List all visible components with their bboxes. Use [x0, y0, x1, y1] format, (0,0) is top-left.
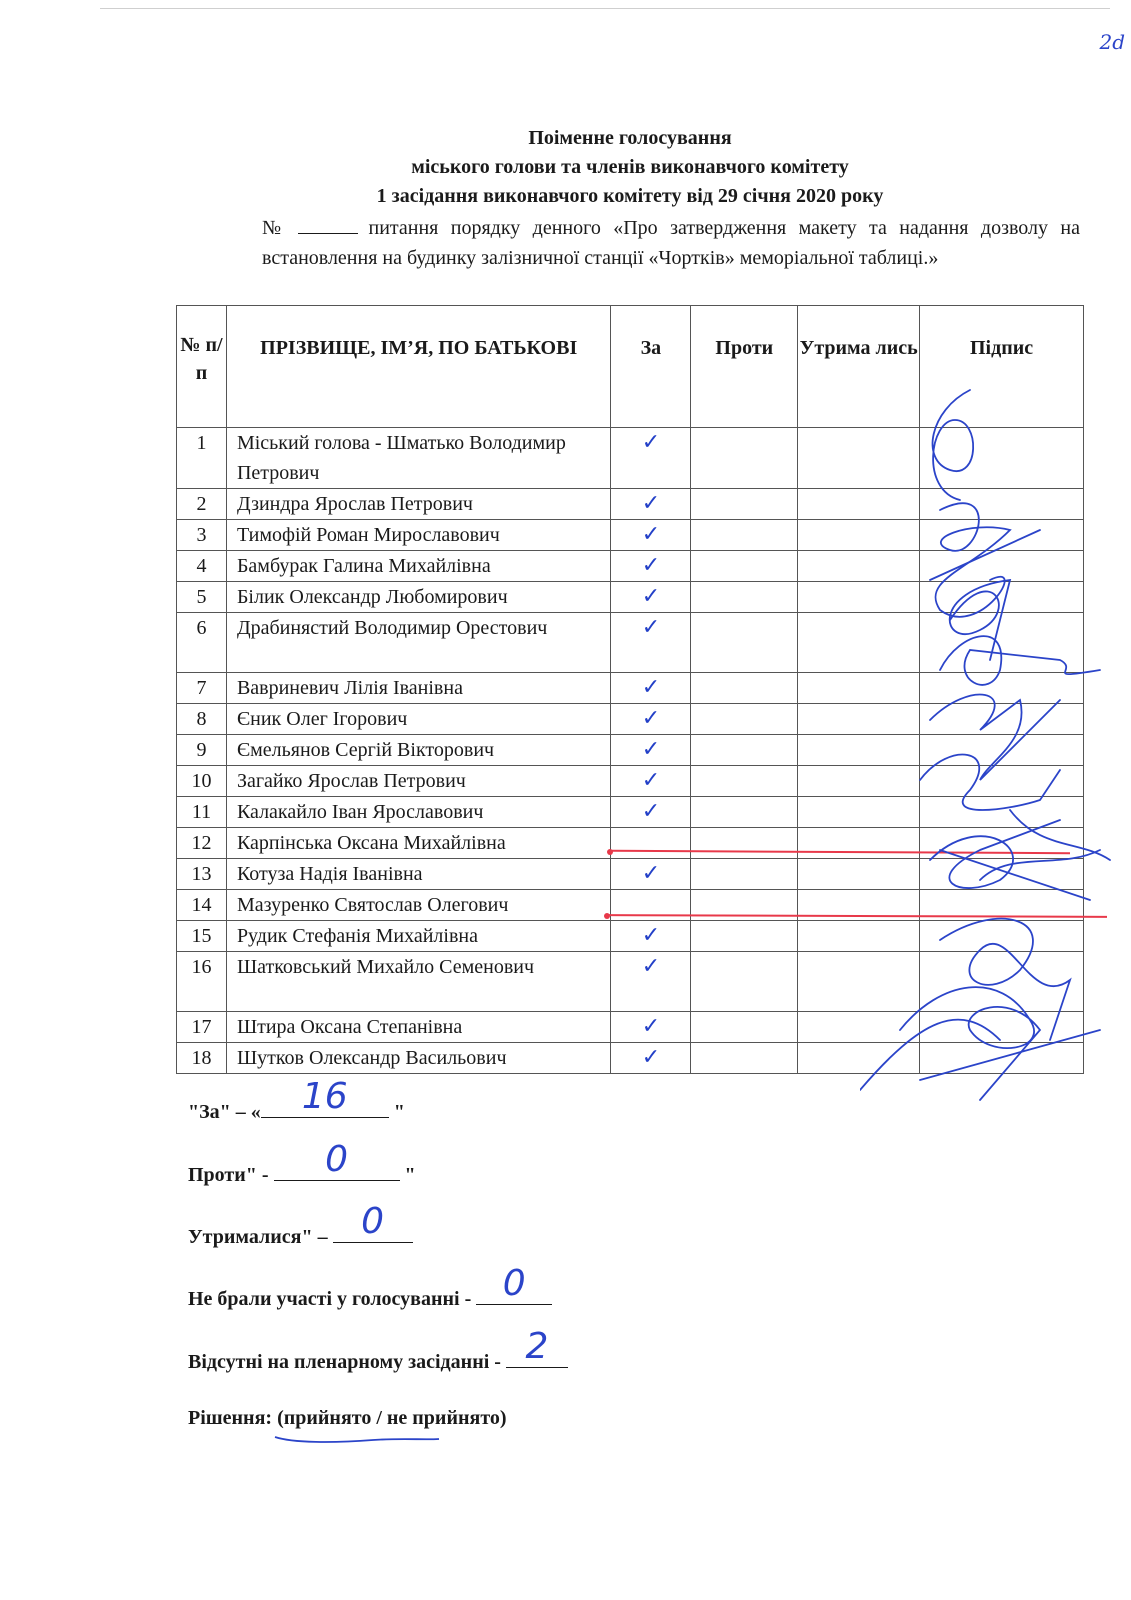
member-name: Штира Оксана Степанівна	[226, 1012, 611, 1043]
result-not-voting-line	[188, 1263, 552, 1311]
vote-against-cell	[691, 520, 798, 551]
result-abstained-field	[333, 1201, 413, 1243]
member-name: Рудик Стефанія Михайлівна	[226, 921, 611, 952]
decision-handwritten-underline	[273, 1431, 443, 1445]
agenda-number-blank	[298, 217, 358, 234]
vote-against-cell	[691, 797, 798, 828]
vote-against-cell	[691, 766, 798, 797]
vote-for-mark: ✓	[611, 735, 691, 766]
decision-value: (прийнято / не прийнято)	[277, 1407, 507, 1429]
agenda-number-sign: №	[262, 217, 289, 239]
header-abstained: Утрима лись	[798, 306, 920, 428]
row-number: 7	[177, 673, 227, 704]
vote-for-mark: ✓	[611, 551, 691, 582]
header-for: За	[611, 306, 691, 428]
row-number: 18	[177, 1043, 227, 1074]
row-number: 13	[177, 859, 227, 890]
member-name: Єник Олег Ігорович	[226, 704, 611, 735]
decision-options	[277, 1407, 506, 1430]
vote-for-mark: ✓	[611, 613, 691, 673]
vote-for-mark: ✓	[611, 859, 691, 890]
vote-against-cell	[691, 735, 798, 766]
result-against-line	[188, 1139, 416, 1187]
signature-scribble	[940, 919, 1070, 1040]
member-name: Карпінська Оксана Михайлівна	[226, 828, 611, 859]
row-number: 8	[177, 704, 227, 735]
member-name: Котуза Надія Іванівна	[226, 859, 611, 890]
result-abstained-value: 0	[361, 1201, 385, 1242]
vote-for-mark: ✓	[611, 797, 691, 828]
member-name: Шутков Олександр Васильович	[226, 1043, 611, 1074]
member-name: Шатковський Михайло Семенович	[226, 952, 611, 1012]
result-for-field	[261, 1076, 389, 1118]
row-number: 4	[177, 551, 227, 582]
row-number: 17	[177, 1012, 227, 1043]
vote-against-cell	[691, 428, 798, 489]
result-not-voting-field	[476, 1263, 552, 1305]
signature-scribble	[933, 390, 974, 500]
result-against-value: 0	[325, 1139, 348, 1180]
scan-top-edge	[100, 8, 1110, 9]
row-number: 12	[177, 828, 227, 859]
vote-for-mark: ✓	[611, 673, 691, 704]
vote-for-mark: ✓	[611, 1012, 691, 1043]
row-number: 6	[177, 613, 227, 673]
decision-line	[188, 1407, 507, 1430]
result-abstained-line	[188, 1201, 413, 1249]
title-line-3: 1 засідання виконавчого комітету від 29 січня 2020 року	[376, 185, 884, 207]
vote-against-cell	[691, 673, 798, 704]
signature-scribble	[930, 695, 1060, 780]
vote-for-mark: ✓	[611, 582, 691, 613]
vote-for-mark: ✓	[611, 428, 691, 489]
document-title	[170, 124, 1090, 211]
result-absent-label: Відсутні на пленарному засіданні -	[188, 1351, 506, 1373]
header-name: ПРІЗВИЩЕ, ІМ’Я, ПО БАТЬКОВІ	[226, 306, 611, 428]
row-number: 14	[177, 890, 227, 921]
vote-against-cell	[691, 828, 798, 859]
row-number: 2	[177, 489, 227, 520]
agenda-item	[262, 213, 1080, 273]
signature-scribble	[860, 1020, 1100, 1090]
handwritten-signatures	[860, 380, 1120, 1120]
row-number: 9	[177, 735, 227, 766]
vote-for-mark: ✓	[611, 952, 691, 1012]
member-name: Мазуренко Святослав Олегович	[226, 890, 611, 921]
member-name: Ємельянов Сергій Вікторович	[226, 735, 611, 766]
signature-scribble	[920, 755, 1060, 810]
result-against-field	[274, 1139, 400, 1181]
agenda-text: питання порядку денного «Про затвердження макету та надання дозволу на встановлення на будинку залізничної станції «Чортків» меморіальної таблиці.»	[262, 217, 1080, 269]
vote-for-mark	[611, 828, 691, 859]
result-not-voting-label: Не брали участі у голосуванні -	[188, 1288, 477, 1310]
result-for-label: "За" – «	[188, 1101, 261, 1123]
result-abstained-label: Утрималися" –	[188, 1226, 333, 1248]
title-line-1: Поіменне голосування	[528, 127, 732, 149]
result-for-value: 16	[301, 1076, 348, 1117]
vote-against-cell	[691, 704, 798, 735]
row-number: 5	[177, 582, 227, 613]
member-name: Тимофій Роман Мирославович	[226, 520, 611, 551]
member-name: Бамбурак Галина Михайлівна	[226, 551, 611, 582]
signature-scribble	[900, 987, 1040, 1100]
vote-against-cell	[691, 952, 798, 1012]
vote-for-mark: ✓	[611, 921, 691, 952]
vote-for-mark: ✓	[611, 704, 691, 735]
member-name: Вавриневич Лілія Іванівна	[226, 673, 611, 704]
result-for-line	[188, 1076, 405, 1124]
vote-against-cell	[691, 921, 798, 952]
vote-against-cell	[691, 551, 798, 582]
result-against-label: Проти" -	[188, 1164, 274, 1186]
member-name: Дзиндра Ярослав Петрович	[226, 489, 611, 520]
header-signature: Підпис	[920, 306, 1084, 428]
member-name: Драбинястий Володимир Орестович	[226, 613, 611, 673]
vote-against-cell	[691, 582, 798, 613]
result-absent-value: 2	[525, 1326, 549, 1367]
vote-against-cell	[691, 1012, 798, 1043]
vote-for-mark: ✓	[611, 489, 691, 520]
result-absent-field	[506, 1326, 568, 1368]
member-name: Загайко Ярослав Петрович	[226, 766, 611, 797]
result-against-closing: "	[399, 1164, 416, 1186]
vote-for-mark: ✓	[611, 1043, 691, 1074]
vote-against-cell	[691, 859, 798, 890]
result-not-voting-value: 0	[502, 1263, 526, 1304]
vote-against-cell	[691, 1043, 798, 1074]
row-number: 3	[177, 520, 227, 551]
member-name: Білик Олександр Любомирович	[226, 582, 611, 613]
result-for-closing: "	[388, 1101, 405, 1123]
result-absent-line	[188, 1326, 568, 1374]
vote-against-cell	[691, 613, 798, 673]
row-number: 11	[177, 797, 227, 828]
row-number: 10	[177, 766, 227, 797]
header-against: Проти	[691, 306, 798, 428]
vote-for-mark: ✓	[611, 766, 691, 797]
title-line-2: міського голови та членів виконавчого комітету	[411, 156, 849, 178]
row-number: 16	[177, 952, 227, 1012]
member-name: Міський голова - Шматько Володимир Петрович	[226, 428, 611, 489]
vote-for-mark: ✓	[611, 520, 691, 551]
decision-label: Рішення:	[188, 1407, 278, 1429]
signature-scribble	[940, 636, 1100, 685]
row-number: 15	[177, 921, 227, 952]
row-number: 1	[177, 428, 227, 489]
header-number: № п/ п	[177, 306, 227, 428]
vote-against-cell	[691, 489, 798, 520]
member-name: Калакайло Іван Ярославович	[226, 797, 611, 828]
page-corner-mark: 2d	[1099, 30, 1125, 54]
